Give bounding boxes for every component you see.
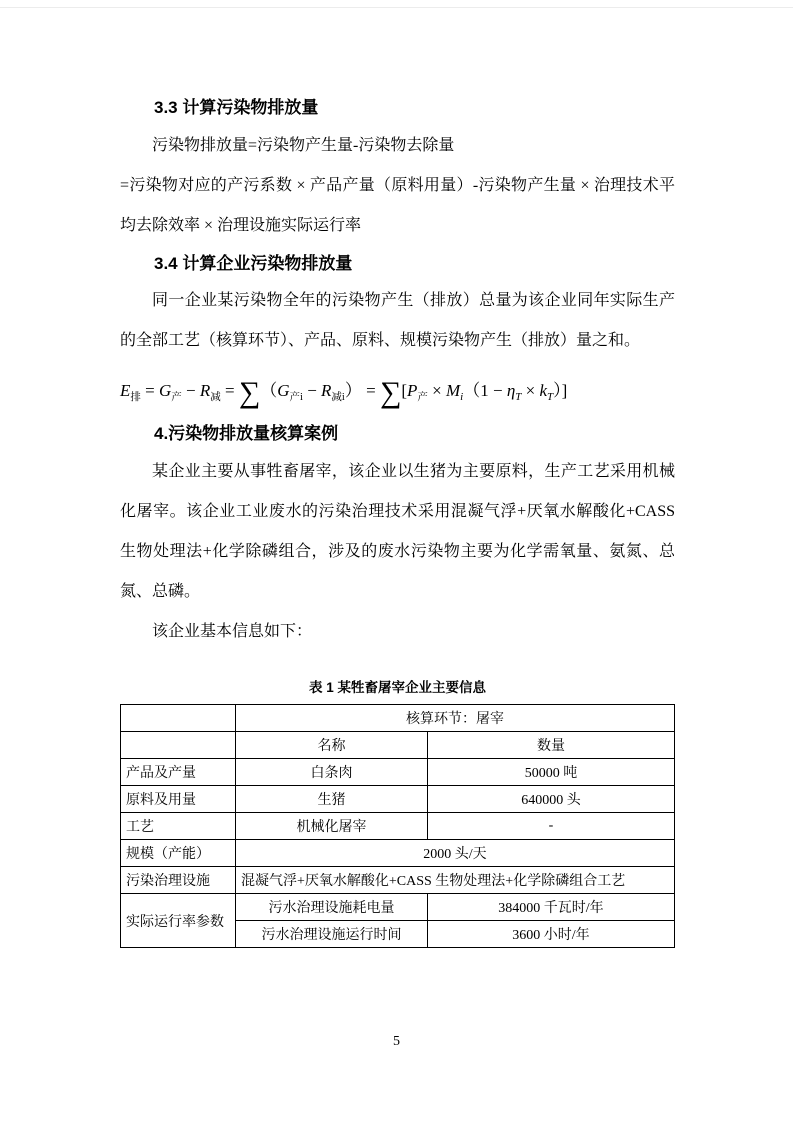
heading-3-4: 3.4 计算企业污染物排放量 — [154, 253, 353, 273]
page-top-edge — [0, 7, 793, 8]
formula-token: （ — [260, 381, 278, 401]
formula-token: − — [181, 381, 200, 401]
formula-token: R — [199, 381, 211, 401]
formula-token: 产i — [289, 392, 303, 404]
row-label-product: 产品及产量 — [121, 759, 236, 786]
formula-token: × — [521, 381, 540, 401]
cell-power-name: 污水治理设施耗电量 — [236, 894, 428, 921]
formula-token: = — [140, 381, 159, 401]
para-basic-info-intro: 该企业基本信息如下： — [152, 623, 313, 641]
formula-token: M — [445, 381, 461, 401]
formula-token: T — [547, 391, 554, 404]
col-header-name: 名称 — [236, 732, 428, 759]
table-row-scale — [121, 840, 675, 867]
page-number: 5 — [393, 1034, 400, 1049]
formula-token: 排 — [130, 392, 141, 404]
row-label-material: 原料及用量 — [121, 786, 236, 813]
formula-token: ∑ — [379, 376, 402, 410]
formula-token: ）] — [553, 381, 568, 401]
formula-token: = — [361, 381, 380, 401]
formula-token: ） — [344, 381, 362, 401]
formula-token: − — [302, 381, 322, 401]
cell-scale-value: 2000 头/天 — [236, 840, 675, 867]
cell-treatment-value: 混凝气浮+厌氧水解酸化+CASS 生物处理法+化学除磷组合工艺 — [236, 867, 675, 894]
formula-token: ∑ — [238, 376, 261, 410]
cell-process-name: 机械化屠宰 — [236, 813, 428, 840]
heading-3-3: 3.3 计算污染物排放量 — [154, 98, 319, 117]
formula-token: G — [158, 381, 172, 401]
formula-token: [ — [401, 381, 407, 401]
table-row-treatment — [121, 867, 675, 894]
col-header-quantity: 数量 — [428, 732, 675, 759]
table-row-power — [121, 894, 675, 921]
para-emission-equation-2: =污染物对应的产污系数 × 产品产量（原料用量）-污染物产生量 × 治理技术平均去除效率 × 治理设施实际运行率 — [120, 176, 675, 234]
cell-runtime-name: 污水治理设施运行时间 — [236, 921, 428, 948]
formula-token: η — [506, 381, 516, 401]
cell-material-name: 生猪 — [236, 786, 428, 813]
cell-power-qty: 384000 千瓦时/年 — [428, 894, 675, 921]
table-row-column-headers — [121, 732, 675, 759]
formula-token: R — [321, 381, 332, 401]
table-row-material — [121, 786, 675, 813]
para-enterprise-total: 同一企业某污染物全年的污染物产生（排放）总量为该企业同年实际生产的全部工艺（核算环节）、产品、原料、规模污染物产生（排放）量之和。 — [120, 292, 675, 350]
formula-token: 产 — [417, 392, 428, 404]
table-caption: 表 1 某牲畜屠宰企业主要信息 — [308, 680, 486, 696]
row-label-process: 工艺 — [121, 813, 236, 840]
formula-token: 减i — [331, 392, 345, 404]
formula-token: k — [539, 381, 548, 401]
cell-product-name: 白条肉 — [236, 759, 428, 786]
table-row-accounting-step — [121, 705, 675, 732]
row-label-scale: 规模（产能） — [121, 840, 236, 867]
heading-4: 4.污染物排放量核算案例 — [154, 424, 339, 444]
row-label-runrate: 实际运行率参数 — [121, 894, 236, 948]
empty-cell — [121, 705, 236, 732]
row-label-treatment: 污染治理设施 — [121, 867, 236, 894]
cell-material-qty: 640000 头 — [428, 786, 675, 813]
formula-token: i — [460, 391, 464, 404]
table-row-product — [121, 759, 675, 786]
cell-process-qty: - — [428, 813, 675, 840]
table-row-process — [121, 813, 675, 840]
formula-token: P — [407, 381, 418, 401]
para-emission-equation-1: 污染物排放量=污染物产生量-污染物去除量 — [152, 136, 455, 154]
formula-token: G — [277, 381, 290, 401]
formula-token: × — [427, 381, 446, 401]
cell-product-qty: 50000 吨 — [428, 759, 675, 786]
formula-token: （1 − — [463, 381, 507, 401]
formula-token: E — [120, 381, 131, 401]
para-case-description: 某企业主要从事牲畜屠宰，该企业以生猪为主要原料，生产工艺采用机械化屠宰。该企业工业废水的污染治理技术采用混凝气浮+厌氧水解酸化+CASS 生物处理法+化学除磷组合，涉及的废水污染物主要为化学需氧量、氨氮、总氮、总磷。 — [120, 463, 675, 601]
formula-token: T — [515, 391, 522, 404]
empty-cell — [121, 732, 236, 759]
enterprise-info-table — [120, 704, 675, 948]
emission-formula — [120, 375, 675, 408]
formula-token: 产 — [171, 392, 182, 404]
accounting-step-cell: 核算环节：屠宰 — [236, 705, 675, 732]
formula-token: = — [220, 381, 239, 401]
formula-token: 减 — [210, 392, 221, 404]
cell-runtime-qty: 3600 小时/年 — [428, 921, 675, 948]
